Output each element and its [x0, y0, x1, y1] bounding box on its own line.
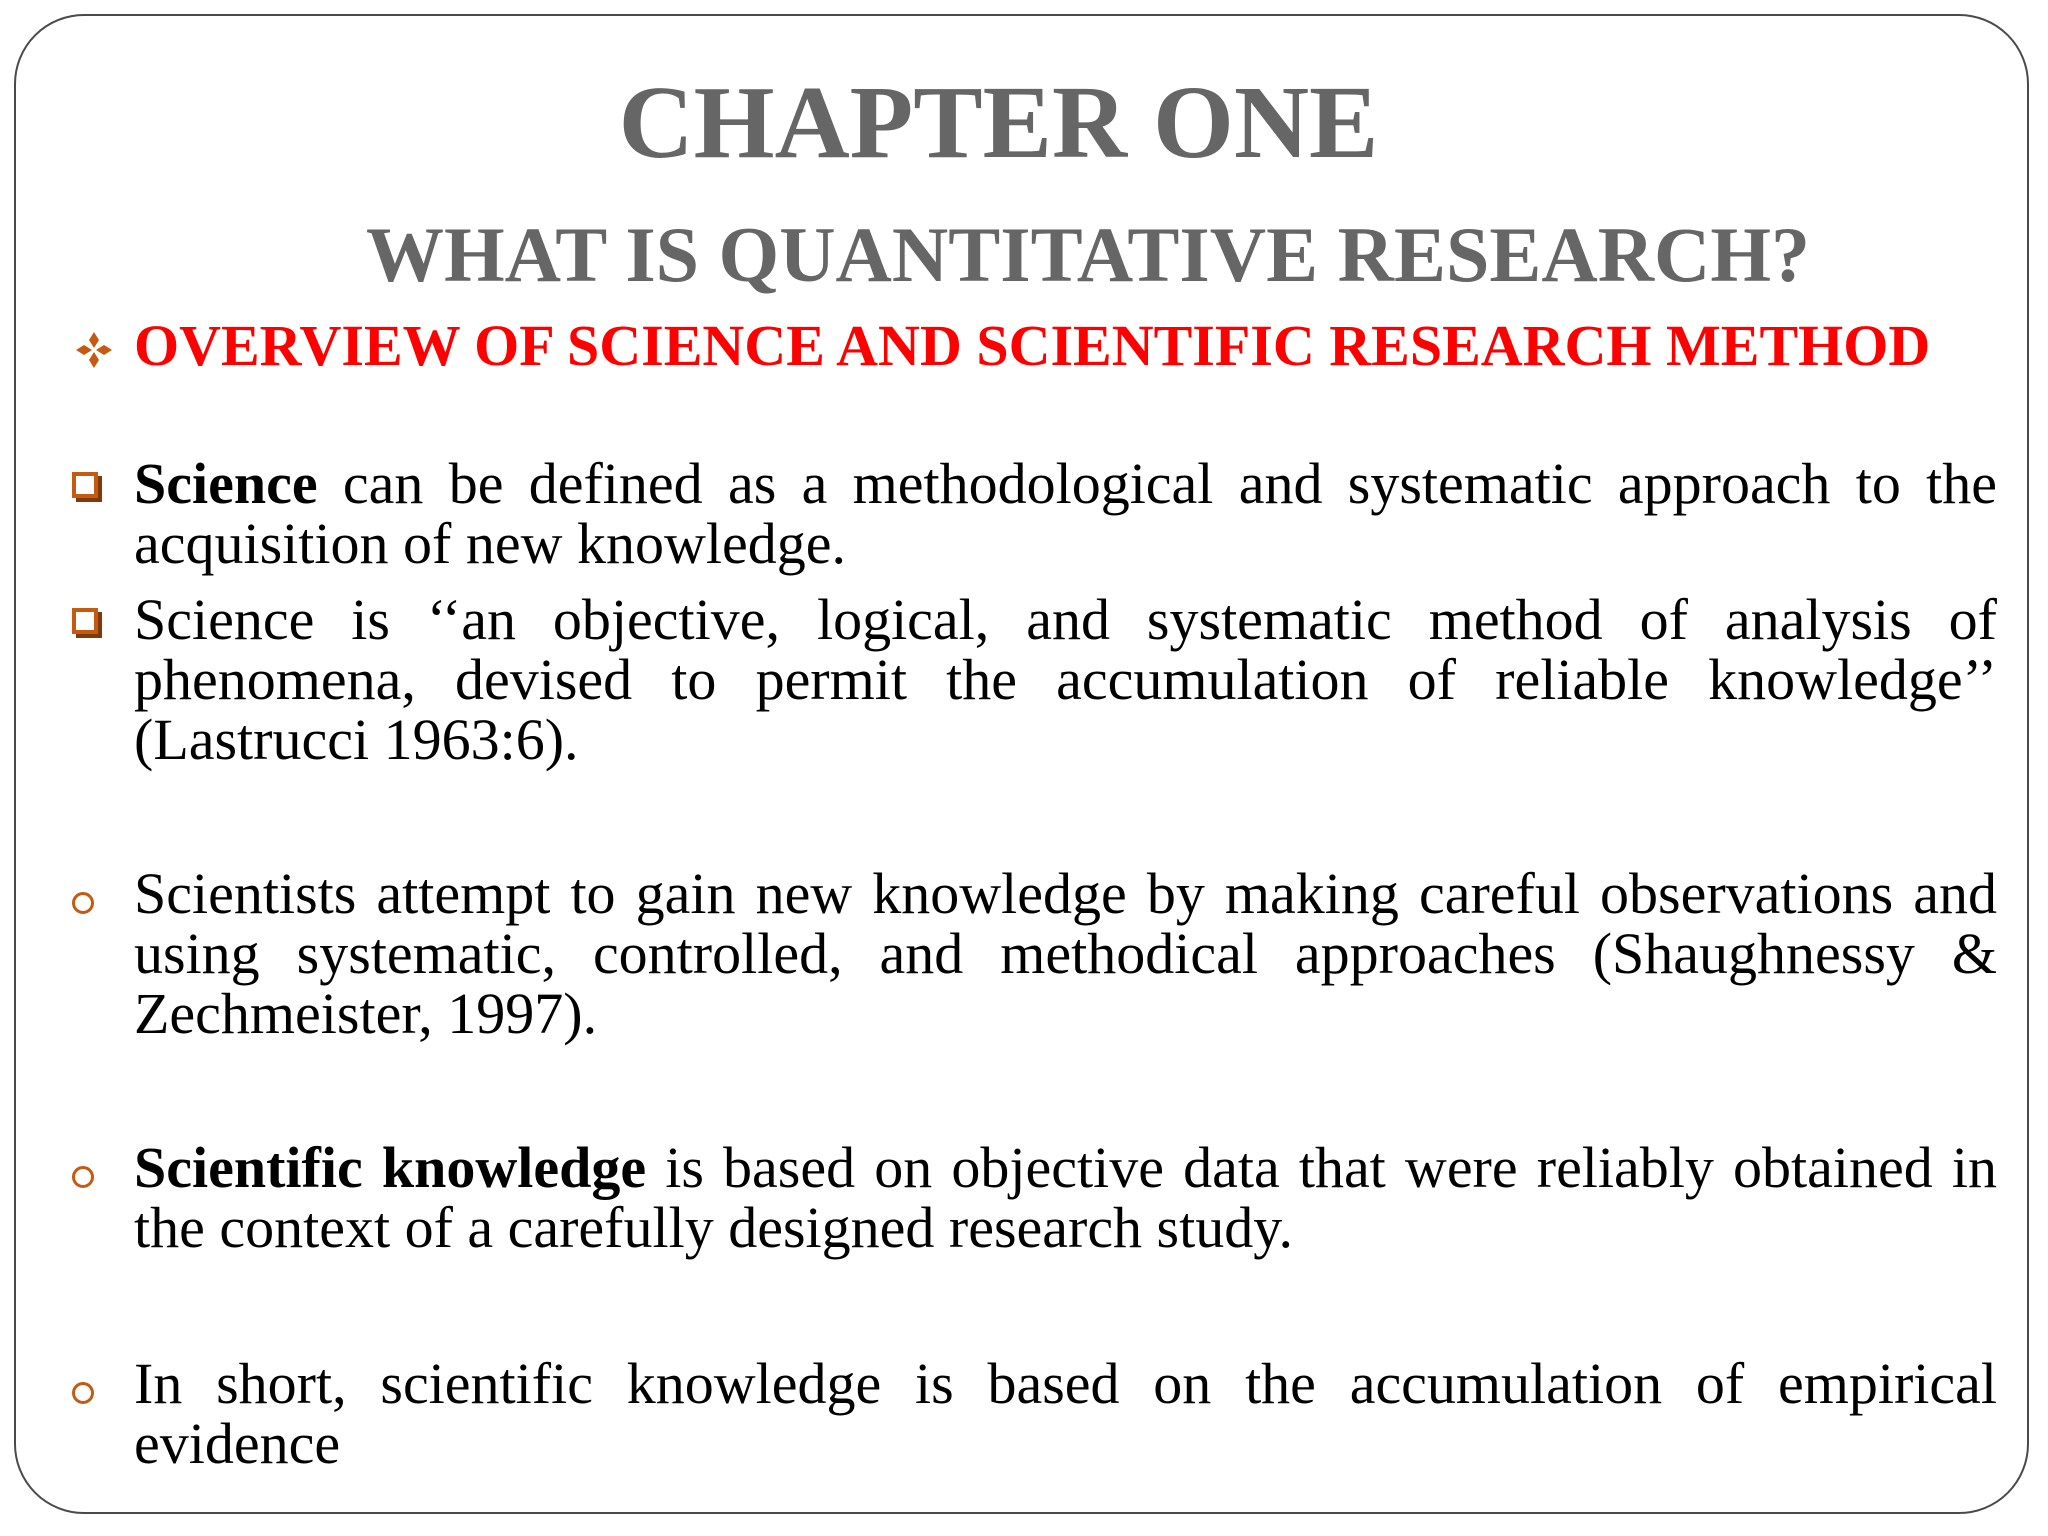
list-item: [62, 1135, 1997, 1260]
circle-bullet-icon: [72, 1382, 94, 1404]
list-item: [62, 451, 1997, 576]
square-bullet-icon: [72, 472, 98, 498]
list-item: [62, 1351, 1997, 1476]
diamond-bullet-icon: [74, 330, 114, 370]
term-science: Science: [134, 451, 318, 516]
list-item-text: In short, scientific knowledge is based on the accumulation of empirical evidence: [134, 1351, 1997, 1476]
square-bullet-icon: [72, 608, 98, 634]
chapter-subtitle: WHAT IS QUANTITATIVE RESEARCH?: [366, 211, 1811, 298]
list-item-text: [134, 1135, 1997, 1260]
chapter-title: CHAPTER ONE: [618, 65, 1379, 180]
definition-text: can be defined as a methodological and systematic approach to the acquisition of new knowledge.: [134, 451, 1997, 576]
list-item: [62, 861, 1997, 1046]
list-item-text: [134, 451, 1997, 576]
list-item-text: Science is ‘‘an objective, logical, and systematic method of analysis of phenomena, devised to permit the accumulation of reliable knowledge’’ (Lastrucci 1963:6).: [134, 587, 1997, 772]
circle-bullet-icon: [72, 1166, 94, 1188]
list-item: [62, 587, 1997, 772]
definition-text: is based on objective data that were reliably obtained in the context of a carefully designed research study.: [134, 1135, 1997, 1260]
section-heading-text: OVERVIEW OF SCIENCE AND SCIENTIFIC RESEARCH METHOD: [134, 313, 1931, 378]
circle-bullet-icon: [72, 892, 94, 914]
term-scientific-knowledge: Scientific knowledge: [134, 1135, 647, 1200]
section-heading: [62, 313, 1997, 378]
list-item-text: Scientists attempt to gain new knowledge by making careful observations and using systematic, controlled, and methodical approaches (Shaughnessy & Zechmeister, 1997).: [134, 861, 1997, 1046]
